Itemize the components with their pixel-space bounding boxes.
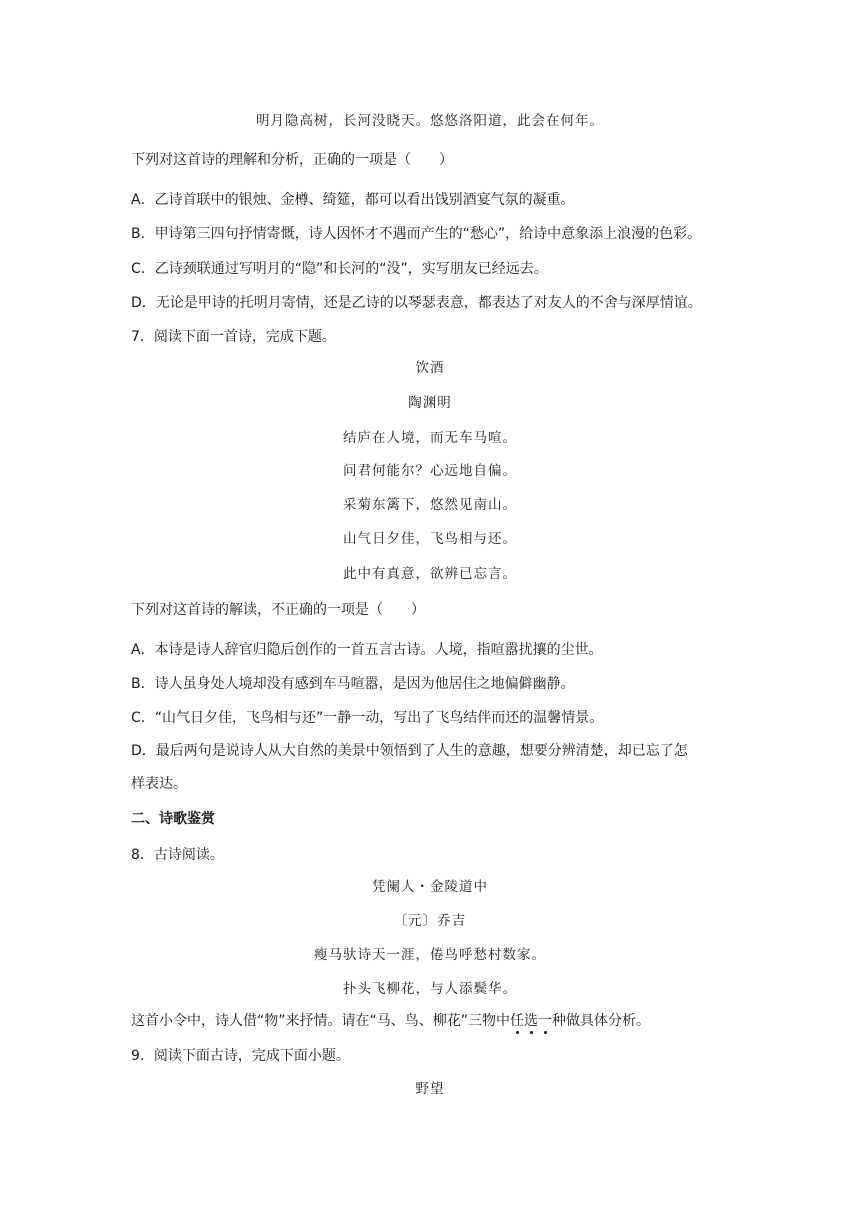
poem-title: 饮酒 (415, 360, 445, 376)
option-a: A．本诗是诗人辞官归隐后创作的一首五言古诗。人境，指喧嚣扰攘的尘世。 (131, 642, 603, 658)
emphasis-dot-char: 选 (524, 1013, 539, 1029)
prompt-text: 种做具体分析。 (552, 1013, 651, 1029)
poem-line: 问君何能尔？心远地自偏。 (343, 463, 517, 479)
option-d: D．无论是甲诗的托明月寄情，还是乙诗的以琴瑟表意，都表达了对友人的不舍与深厚情谊。 (131, 295, 702, 311)
question-7-prompt: 下列对这首诗的解读，不正确的一项是（ ） (131, 602, 425, 618)
poem-title: 野望 (415, 1081, 445, 1097)
option-d-continued: 样表达。 (131, 776, 187, 792)
section-heading: 二、诗歌鉴赏 (131, 811, 215, 827)
poem-verse: 明月隐高树，长河没晓天。悠悠洛阳道，此会在何年。 (256, 113, 604, 129)
option-d: D．最后两句是说诗人从大自然的美景中领悟到了人生的意趣，想要分辨清楚，却已忘了怎 (131, 743, 688, 759)
option-b: B．甲诗第三四句抒情寄慨，诗人因怀才不遇而产生的“愁心”，给诗中意象添上浪漫的色彩。 (131, 226, 702, 242)
question-7-heading: 7．阅读下面一首诗，完成下题。 (131, 329, 336, 345)
question-8-heading: 8．古诗阅读。 (131, 847, 224, 863)
emphasis-dot-char: 一 (538, 1013, 553, 1029)
poem-author: 〔元〕乔吉 (393, 913, 467, 929)
poem-line: 此中有真意，欲辨已忘言。 (343, 566, 517, 582)
poem-line: 结庐在人境，而无车马喧。 (343, 430, 517, 446)
prompt-text: 这首小令中，诗人借“物”来抒情。请在“马、鸟、柳花”三物中 (131, 1013, 511, 1029)
option-c: C．“山气日夕佳，飞鸟相与还”一静一动，写出了飞鸟结伴而还的温馨情景。 (131, 710, 604, 726)
poem-line: 采菊东篱下，悠然见南山。 (343, 497, 517, 513)
poem-title: 凭阑人・金陵道中 (372, 879, 488, 895)
poem-line: 扑头飞柳花，与人添鬓华。 (343, 981, 517, 997)
poem-author: 陶渊明 (408, 395, 452, 411)
poem-line: 山气日夕佳，飞鸟相与还。 (343, 531, 517, 547)
question-8-prompt (131, 1011, 650, 1031)
emphasis-dot-char: 任 (510, 1013, 525, 1029)
question-6-prompt: 下列对这首诗的理解和分析，正确的一项是（ ） (131, 152, 453, 168)
emphasis-dotted-text (510, 1013, 552, 1029)
option-c: C．乙诗颈联通过写明月的“隐”和长河的“没”，实写朋友已经远去。 (131, 261, 548, 277)
question-9-heading: 9．阅读下面古诗，完成下面小题。 (131, 1048, 350, 1064)
poem-line: 瘦马驮诗天一涯，倦鸟呼愁村数家。 (314, 947, 546, 963)
option-a: A．乙诗首联中的银烛、金樽、绮筵，都可以看出饯别酒宴气氛的凝重。 (131, 192, 575, 208)
option-b: B．诗人虽身处人境却没有感到车马喧嚣，是因为他居住之地偏僻幽静。 (131, 676, 575, 692)
